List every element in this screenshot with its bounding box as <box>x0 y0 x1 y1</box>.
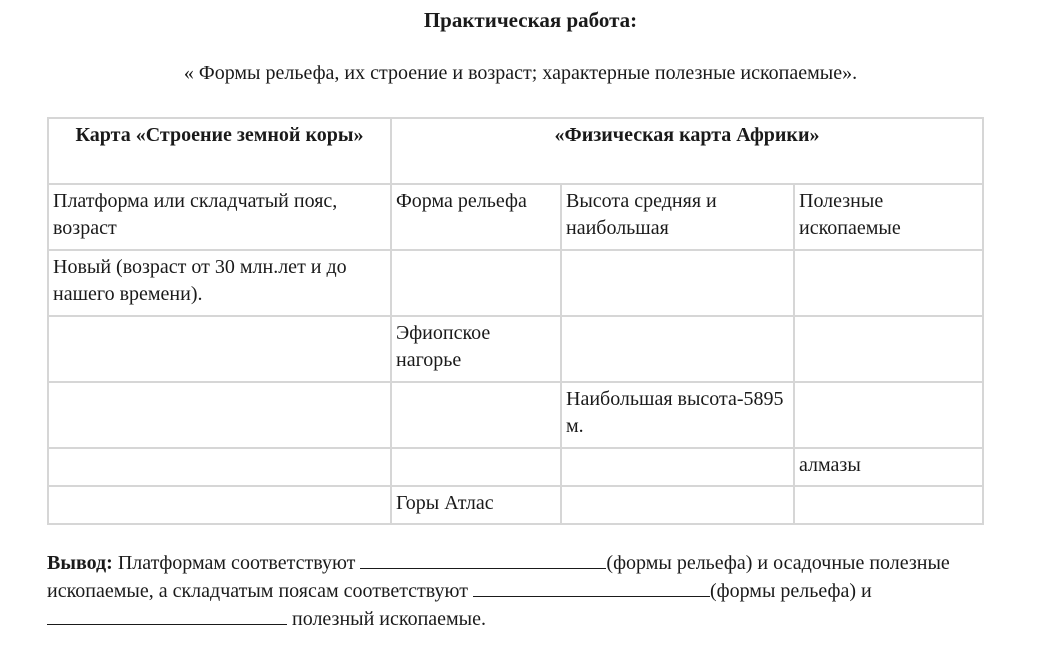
table-cell <box>391 448 561 486</box>
conclusion-text-2: (формы рельефа) и осадочные полезные ископаемые, а складчатым поясам соответствуют <box>47 552 950 602</box>
table-cell <box>794 486 983 524</box>
worksheet-table <box>47 117 984 525</box>
table-cell <box>48 448 391 486</box>
table-row <box>48 316 983 382</box>
table-cell <box>391 250 561 316</box>
table-column-row <box>48 184 983 250</box>
table-cell: Эфиопское нагорье <box>391 316 561 382</box>
blank-line-fold-minerals[interactable] <box>47 606 287 625</box>
column-header-minerals: Полезные ископаемые <box>794 184 983 250</box>
conclusion-text-4: полезный ископаемые. <box>292 608 486 630</box>
table-cell <box>561 486 794 524</box>
header-structure-map: Карта «Строение земной коры» <box>48 118 391 184</box>
table-header-row <box>48 118 983 184</box>
blank-line-platform-relief[interactable] <box>360 550 606 569</box>
table-cell <box>794 382 983 448</box>
table-cell: Наибольшая высота-5895 м. <box>561 382 794 448</box>
column-header-platform: Платформа или складчатый пояс, возраст <box>48 184 391 250</box>
table-cell <box>561 316 794 382</box>
table-cell <box>794 316 983 382</box>
conclusion-text-3: (формы рельефа) и <box>709 580 872 602</box>
blank-line-fold-relief[interactable] <box>473 578 710 597</box>
table-cell: Новый (возраст от 30 млн.лет и до нашего времени). <box>48 250 391 316</box>
conclusion-paragraph <box>47 549 997 633</box>
table-cell <box>794 250 983 316</box>
table-cell <box>561 448 794 486</box>
table-cell <box>48 382 391 448</box>
table-cell <box>391 382 561 448</box>
table-cell <box>561 250 794 316</box>
table-row <box>48 486 983 524</box>
table-cell: Горы Атлас <box>391 486 561 524</box>
table-cell <box>48 316 391 382</box>
column-header-height: Высота средняя и наибольшая <box>561 184 794 250</box>
header-physical-map: «Физическая карта Африки» <box>391 118 983 184</box>
table-row <box>48 448 983 486</box>
table-row <box>48 250 983 316</box>
page-title: Практическая работа: <box>423 8 638 32</box>
conclusion-text-1: Платформам соответствуют <box>117 552 356 574</box>
table-row <box>48 382 983 448</box>
column-header-relief: Форма рельефа <box>391 184 561 250</box>
table-cell: алмазы <box>794 448 983 486</box>
conclusion-label: Вывод: <box>47 552 113 574</box>
page-subtitle: « Формы рельефа, их строение и возраст; характерные полезные ископаемые». <box>183 62 858 84</box>
table-cell <box>48 486 391 524</box>
